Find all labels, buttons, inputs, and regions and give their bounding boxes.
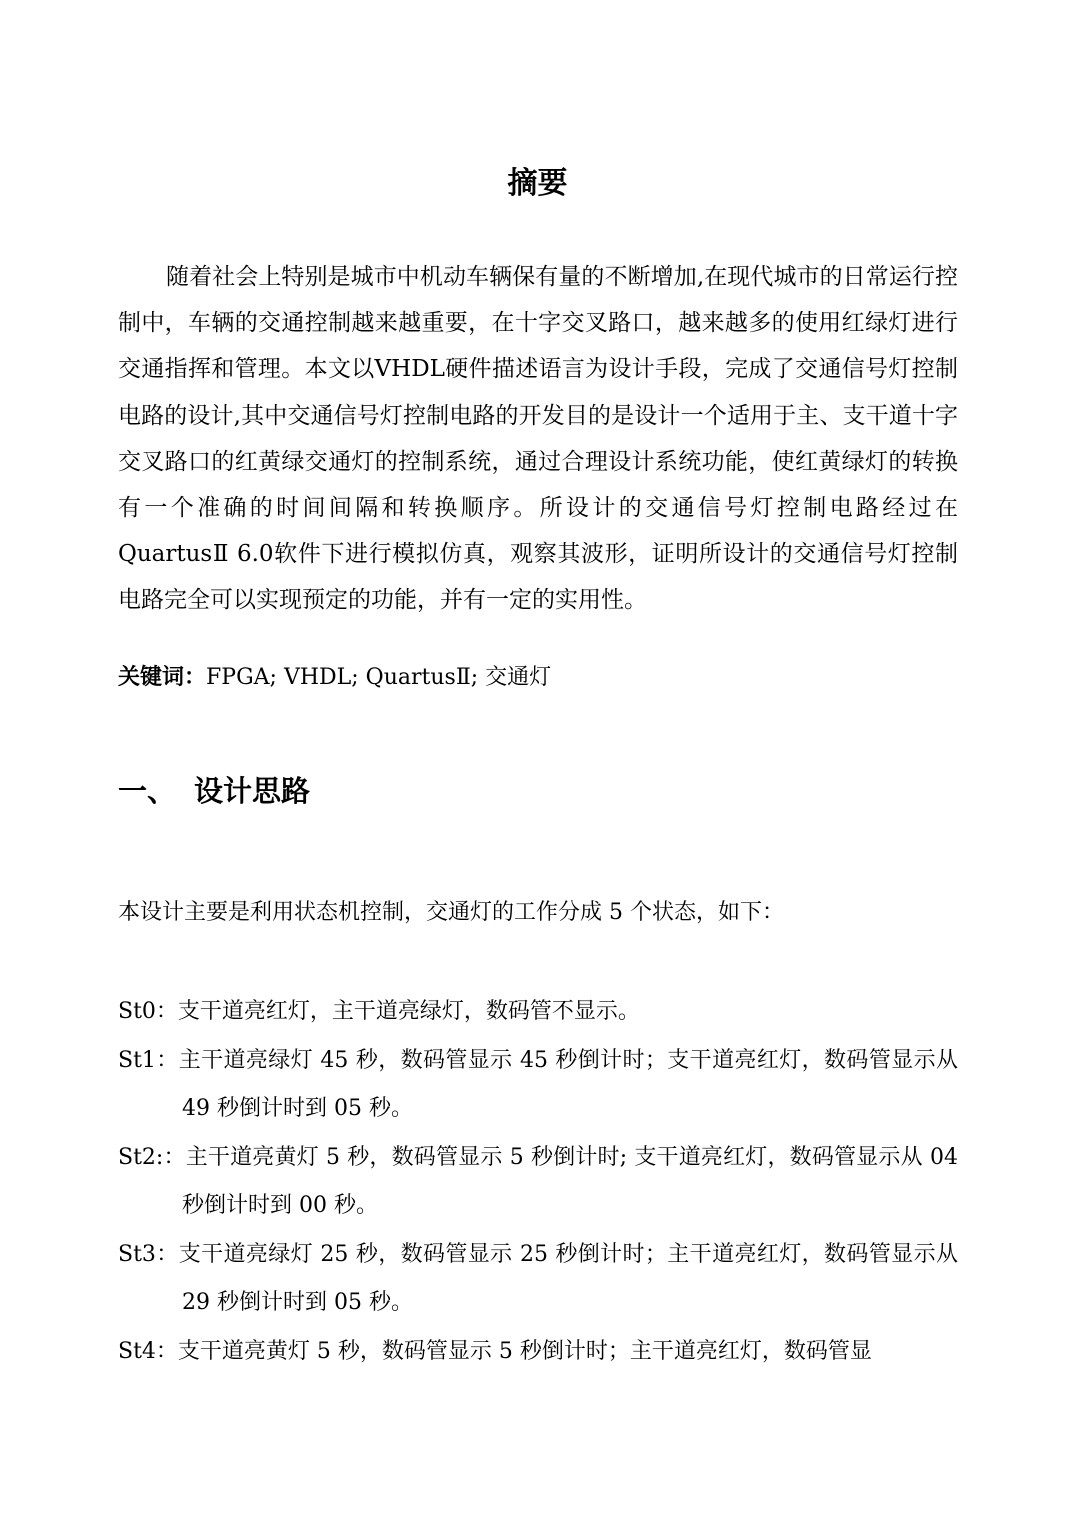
keywords-line	[118, 656, 958, 700]
state-item-st3: St3：支干道亮绿灯 25 秒，数码管显示 25 秒倒计时；主干道亮红灯，数码管显示从 29 秒倒计时到 05 秒。	[118, 1241, 958, 1315]
keywords-label: 关键词：	[118, 665, 207, 690]
section-title: 设计思路	[194, 774, 311, 808]
state-item-st0: St0：支干道亮红灯，主干道亮绿灯，数码管不显示。	[118, 999, 640, 1024]
intro-paragraph: 本设计主要是利用状态机控制，交通灯的工作分成 5 个状态，如下：	[118, 900, 784, 925]
section-number: 一、	[118, 774, 177, 808]
state-item-st1: St1：主干道亮绿灯 45 秒，数码管显示 45 秒倒计时；支干道亮红灯，数码管显示从 49 秒倒计时到 05 秒。	[118, 1047, 958, 1121]
state-item-st4: St4：支干道亮黄灯 5 秒，数码管显示 5 秒倒计时；主干道亮红灯，数码管显	[118, 1338, 872, 1364]
section-heading	[118, 768, 958, 814]
abstract-paragraph: 随着社会上特别是城市中机动车辆保有量的不断增加,在现代城市的日常运行控制中，车辆的交通控制越来越重要，在十字交叉路口，越来越多的使用红绿灯进行交通指挥和管理。本文以VHDL硬件描述语言为设计手段，完成了交通信号灯控制电路的设计,其中交通信号灯控制电路的开发目的是设计一个适用于主、支干道十字交叉路口的红黄绿交通灯的控制系统，通过合理设计系统功能，使红黄绿灯的转换有一个准确的时间间隔和转换顺序。所设计的交通信号灯控制电路经过在QuartusⅡ 6.0软件下进行模拟仿真，观察其波形，证明所设计的交通信号灯控制电路完全可以实现预定的功能，并有一定的实用性。	[118, 264, 958, 614]
keywords-text: FPGA; VHDL; QuartusⅡ; 交通灯	[206, 665, 552, 690]
page-title: 摘要	[507, 166, 568, 201]
state-item-st2: St2:：主干道亮黄灯 5 秒，数码管显示 5 秒倒计时; 支干道亮红灯，数码管显示从 04 秒倒计时到 00 秒。	[118, 1144, 958, 1218]
state-list	[118, 988, 958, 1376]
